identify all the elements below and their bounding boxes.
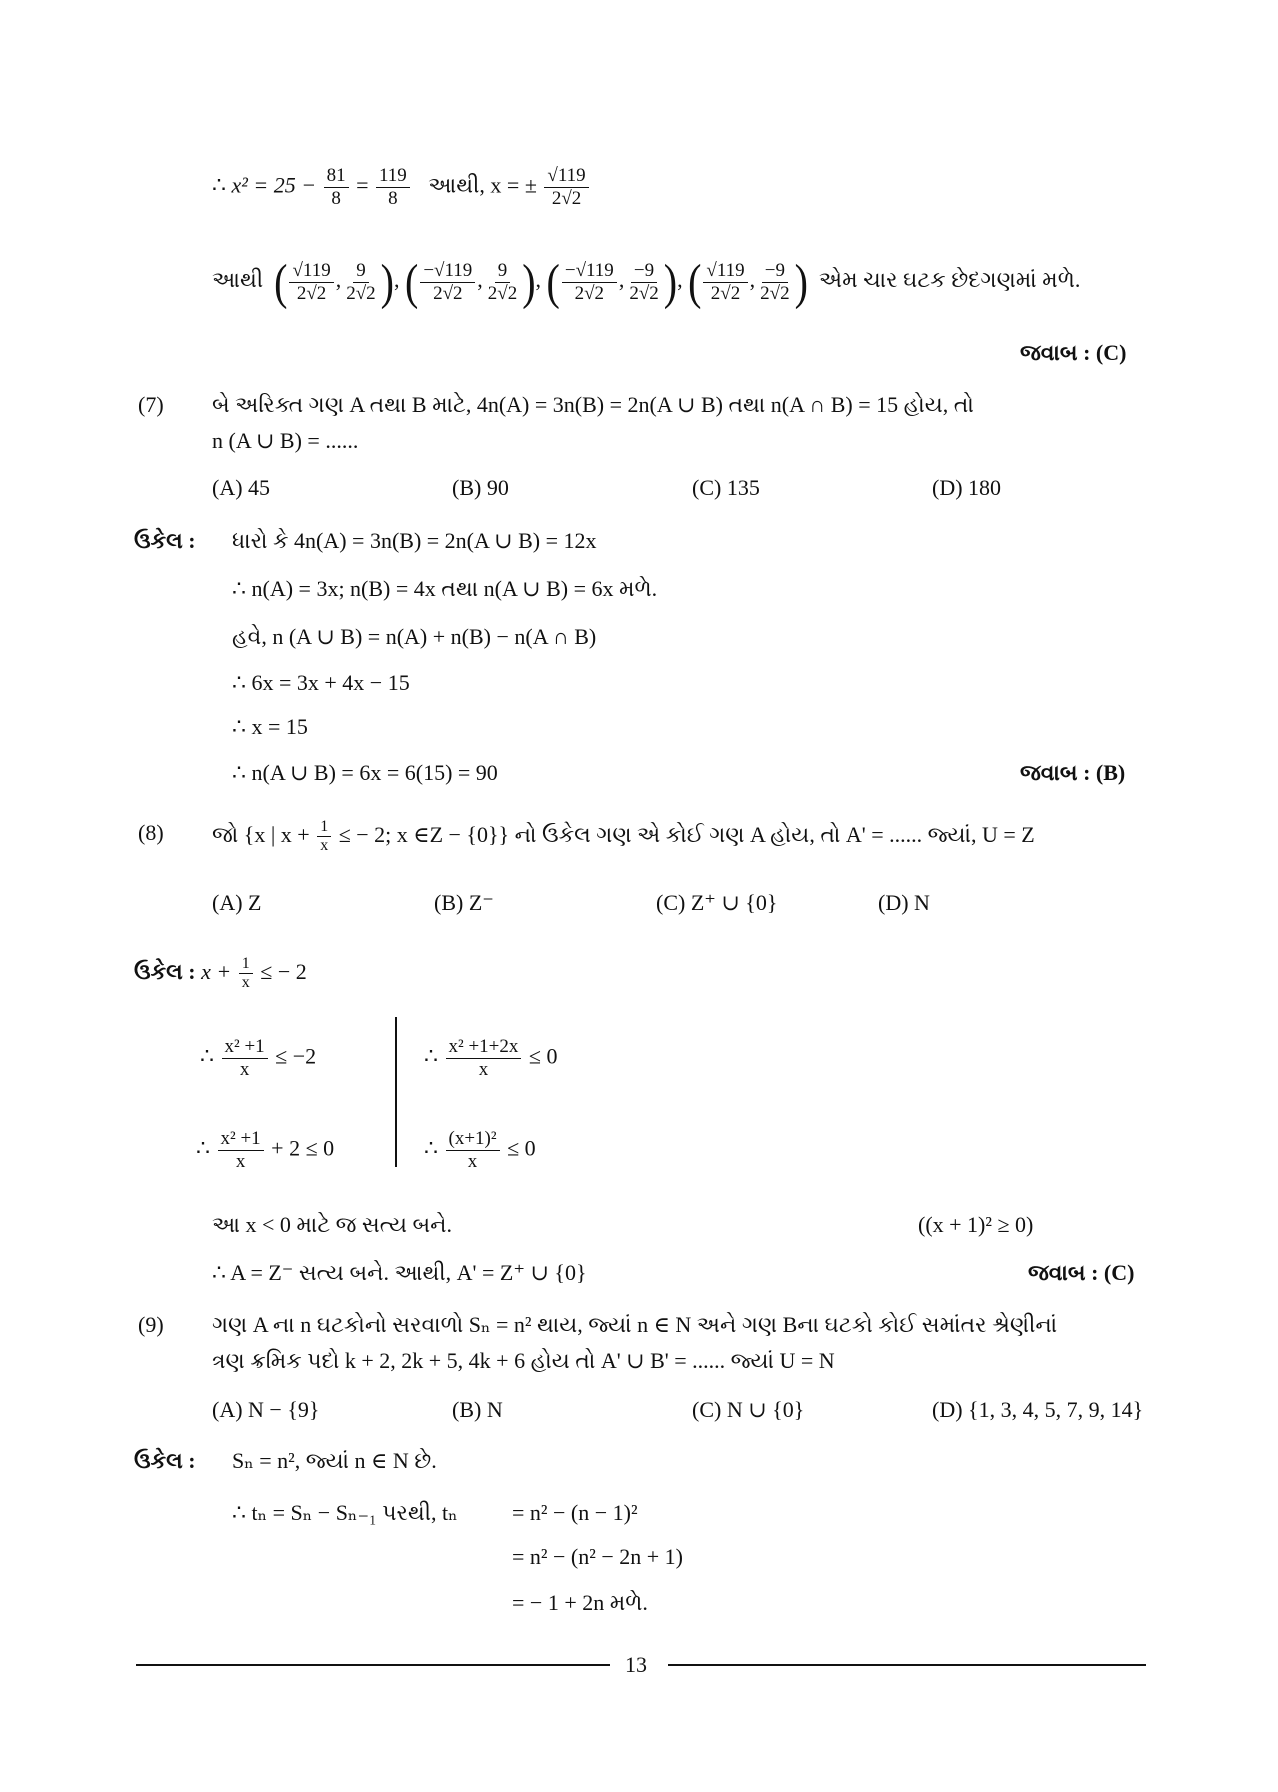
- q9-sol-line: Sₙ = n², જ્યાં n ∈ N છે.: [232, 1448, 437, 1473]
- q8-option-c: (C) Z⁺ ∪ {0}: [656, 890, 778, 915]
- q7-sol-line: ∴ n(A) = 3x; n(B) = 4x તથા n(A ∪ B) = 6x મળે.: [232, 576, 658, 601]
- q9-solution-label: ઉકેલ :: [134, 1448, 196, 1473]
- q9-sol-line: = − 1 + 2n મળે.: [512, 1590, 648, 1615]
- q7-answer: જવાબ : (B): [1020, 760, 1126, 785]
- q8-note: ((x + 1)² ≥ 0): [918, 1212, 1034, 1237]
- q8-answer: જવાબ : (C): [1028, 1260, 1135, 1285]
- q9-option-c: (C) N ∪ {0}: [692, 1397, 805, 1422]
- q7-number: (7): [138, 392, 164, 417]
- answer-prev: જવાબ : (C): [1020, 340, 1127, 365]
- q9-number: (9): [138, 1312, 164, 1337]
- q8-text: જો {x | x + $\frac{1}{x}$ ≤ − 2; x ∈Z − {0}} નો ઉકેલ ગણ એ કોઈ ગણ A હોય, તો A' = ...... જ્યાં, U = Z: [212, 818, 1035, 855]
- q8-option-a: (A) Z: [212, 890, 262, 915]
- q7-sol-line: હવે, n (A ∪ B) = n(A) + n(B) − n(A ∩ B): [232, 624, 597, 649]
- q7-solution-label: ઉકેલ :: [134, 528, 196, 553]
- q7-sol-line: ∴ 6x = 3x + 4x − 15: [232, 670, 410, 695]
- q8-left-step-2: ∴ $\frac{\text{x² +1}}{x}$ + 2 ≤ 0: [196, 1128, 335, 1172]
- q8-number: (8): [138, 820, 164, 845]
- q9-sol-line: = n² − (n² − 2n + 1): [512, 1544, 683, 1569]
- q9-option-b: (B) N: [452, 1397, 503, 1422]
- q9-sol-line: ∴ tₙ = Sₙ − Sₙ₋₁ પરથી, tₙ: [232, 1500, 458, 1525]
- page-number: 13: [625, 1652, 647, 1677]
- footer-rule-left: [136, 1664, 610, 1666]
- q8-right-step-2: ∴ $\frac{\text{(x+1)²}}{x}$ ≤ 0: [424, 1128, 536, 1172]
- q7-sol-line: ધારો કે 4n(A) = 3n(B) = 2n(A ∪ B) = 12x: [232, 528, 597, 553]
- eq-x-squared: ∴ x² = 25 − $\frac{81}{8}$ = $\frac{119}{8}$ આથી, x = ± $\frac{√119}{2√2}$: [212, 165, 591, 210]
- q8-right-step-1: ∴ $\frac{\text{x² +1+2x}}{x}$ ≤ 0: [424, 1036, 558, 1080]
- q7-sol-line: ∴ x = 15: [232, 714, 308, 739]
- q7-option-b: (B) 90: [452, 475, 509, 500]
- q8-true-line: આ x < 0 માટે જ સત્ય બને.: [212, 1212, 453, 1237]
- four-elements-line: આથી ( $\frac{√119}{2√2}$ , $\frac{9}{2√2}$ ), ( $\frac{-√119}{2√2}$ , $\frac{9}{2√2}$ ), ( $\frac{-√119}{2√2}$ , $\frac{-9}{2√2}$ ), ( $\frac{√119}{2√2}$ , $\frac{-9}{2√2}$ ) એમ ચાર ઘટક છેદગણમાં મળે.: [212, 253, 1081, 310]
- q7-text-2: n (A ∪ B) = ......: [212, 428, 359, 453]
- q9-option-d: (D) {1, 3, 4, 5, 7, 9, 14}: [932, 1397, 1144, 1422]
- q8-solution-start: ઉકેલ : x + $\frac{1}{x}$ ≤ − 2: [134, 955, 307, 992]
- q7-option-a: (A) 45: [212, 475, 271, 500]
- footer-rule-right: [668, 1664, 1146, 1666]
- q8-left-step-1: ∴ $\frac{\text{x² +1}}{x}$ ≤ −2: [200, 1036, 317, 1080]
- q8-option-b: (B) Z⁻: [434, 890, 494, 915]
- q9-text-1: ગણ A ના n ઘટકોનો સરવાળો Sₙ = n² થાય, જ્યાં n ∈ N અને ગણ Bના ઘટકો કોઈ સમાંતર શ્રેણીનાં: [212, 1312, 1058, 1337]
- q9-text-2: ત્રણ ક્રમિક પદો k + 2, 2k + 5, 4k + 6 હોય તો A' ∪ B' = ...... જ્યાં U = N: [212, 1348, 835, 1373]
- q8-option-d: (D) N: [878, 890, 930, 915]
- q7-option-c: (C) 135: [692, 475, 760, 500]
- q9-option-a: (A) N − {9}: [212, 1397, 320, 1422]
- q7-option-d: (D) 180: [932, 475, 1002, 500]
- q7-sol-line: ∴ n(A ∪ B) = 6x = 6(15) = 90: [232, 760, 498, 785]
- divider-line: [395, 1017, 397, 1167]
- q9-sol-line: = n² − (n − 1)²: [512, 1500, 638, 1525]
- q8-final: ∴ A = Z⁻ સત્ય બને. આથી, A' = Z⁺ ∪ {0}: [212, 1260, 587, 1285]
- q7-text-1: બે અરિક્ત ગણ A તથા B માટે, 4n(A) = 3n(B) = 2n(A ∪ B) તથા n(A ∩ B) = 15 હોય, તો: [212, 392, 974, 417]
